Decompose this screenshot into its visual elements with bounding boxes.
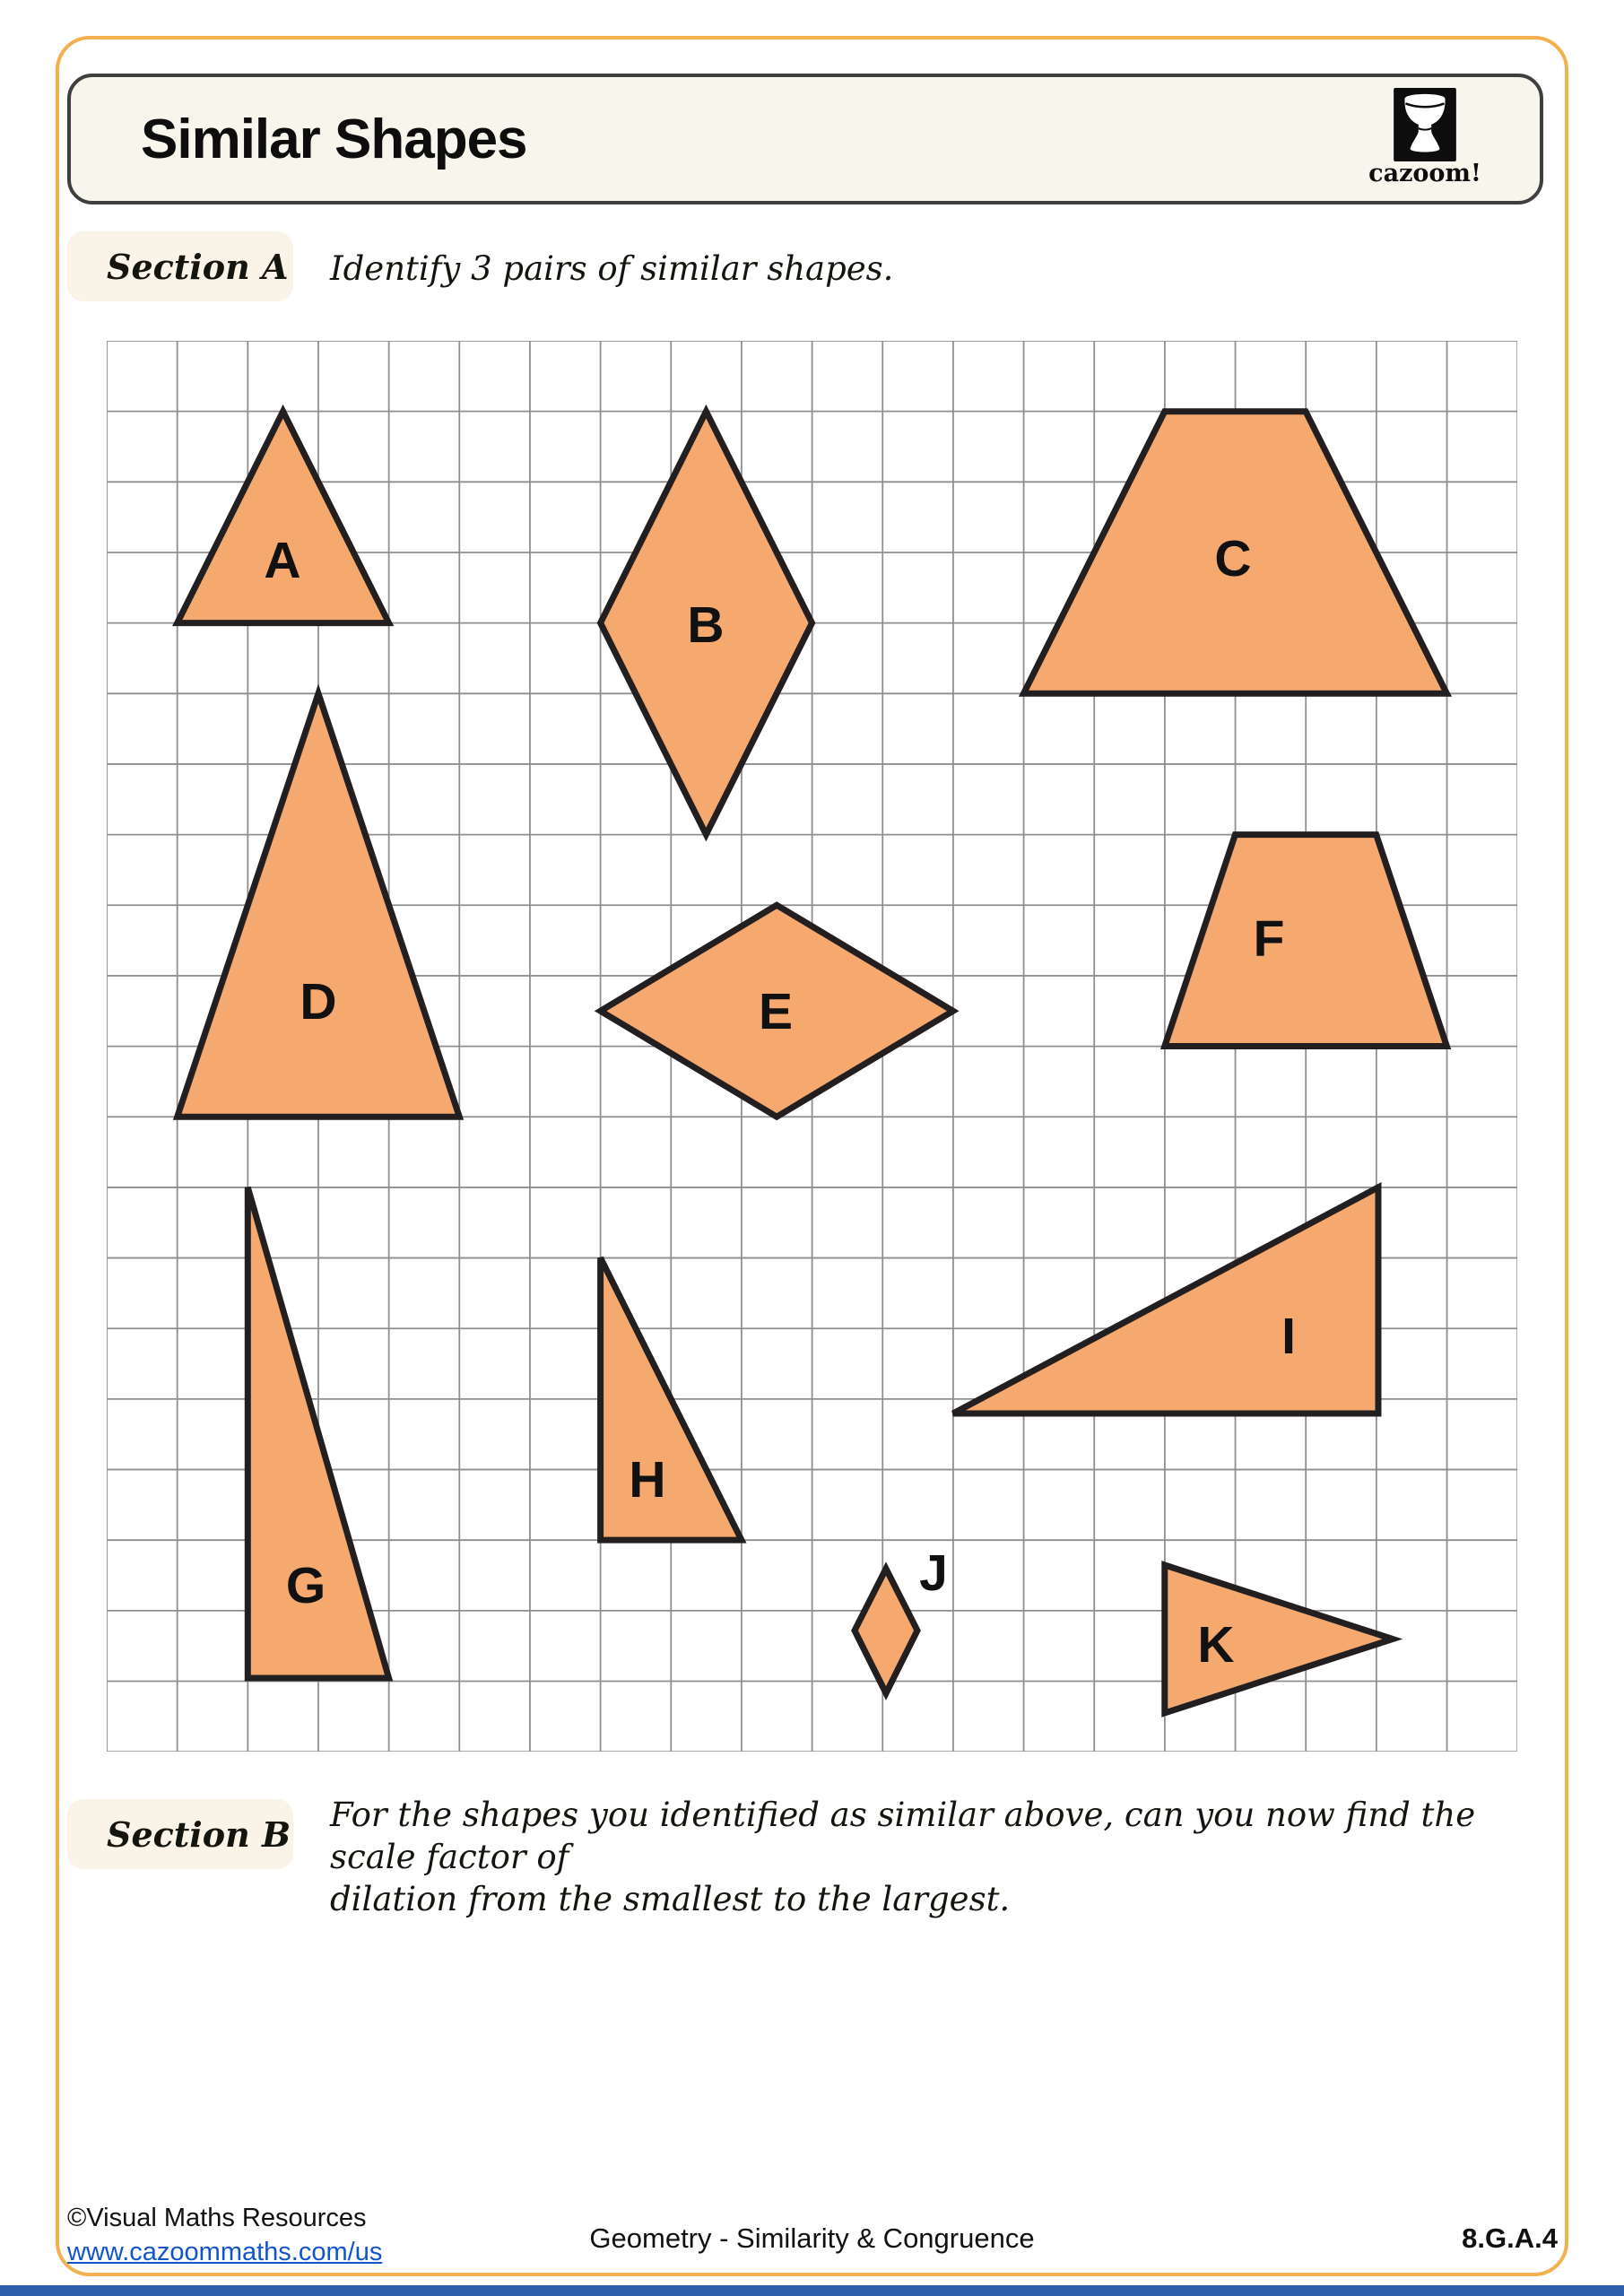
section-b-instruction-line2: dilation from the smallest to the largest.	[330, 1880, 1011, 1918]
footer-topic: Geometry - Similarity & Congruence	[589, 2222, 1035, 2254]
section-a-label	[67, 231, 293, 301]
shape-label-H: H	[629, 1450, 666, 1509]
section-b-label	[67, 1799, 293, 1869]
section-b-label-text: Section B	[107, 1813, 291, 1855]
shape-F	[1165, 835, 1447, 1047]
section-b-instruction-line1: For the shapes you identified as similar above, can you now find the scale factor of	[330, 1796, 1476, 1876]
shape-label-I: I	[1281, 1307, 1296, 1365]
shape-label-E: E	[758, 982, 794, 1040]
header	[67, 74, 1543, 204]
shape-label-C: C	[1214, 529, 1252, 587]
shape-label-D: D	[300, 972, 337, 1031]
section-a-instruction: Identify 3 pairs of similar shapes.	[330, 249, 894, 288]
footer-link[interactable]: www.cazoommaths.com/us	[67, 2238, 383, 2266]
footer-copyright: ©Visual Maths Resources	[67, 2204, 367, 2232]
section-a-label-text: Section A	[107, 246, 289, 287]
cazoom-logo-text: cazoom!	[1368, 160, 1481, 187]
shape-label-A: A	[264, 531, 301, 589]
shape-label-J: J	[919, 1544, 948, 1602]
shape-I	[953, 1187, 1378, 1413]
bottom-accent-bar	[0, 2285, 1624, 2296]
cazoom-drum-icon	[1394, 88, 1456, 161]
shape-label-G: G	[285, 1556, 326, 1614]
section-b-instruction	[330, 1794, 1478, 1920]
shape-A	[178, 412, 389, 623]
shape-label-K: K	[1197, 1615, 1235, 1674]
shape-label-F: F	[1253, 909, 1285, 968]
shape-J	[855, 1569, 917, 1693]
shapes-grid	[107, 341, 1517, 1752]
shape-label-B: B	[687, 596, 725, 654]
page-title: Similar Shapes	[141, 109, 527, 170]
cazoom-logo	[1362, 88, 1488, 196]
footer-standard-code: 8.G.A.4	[1462, 2222, 1558, 2254]
